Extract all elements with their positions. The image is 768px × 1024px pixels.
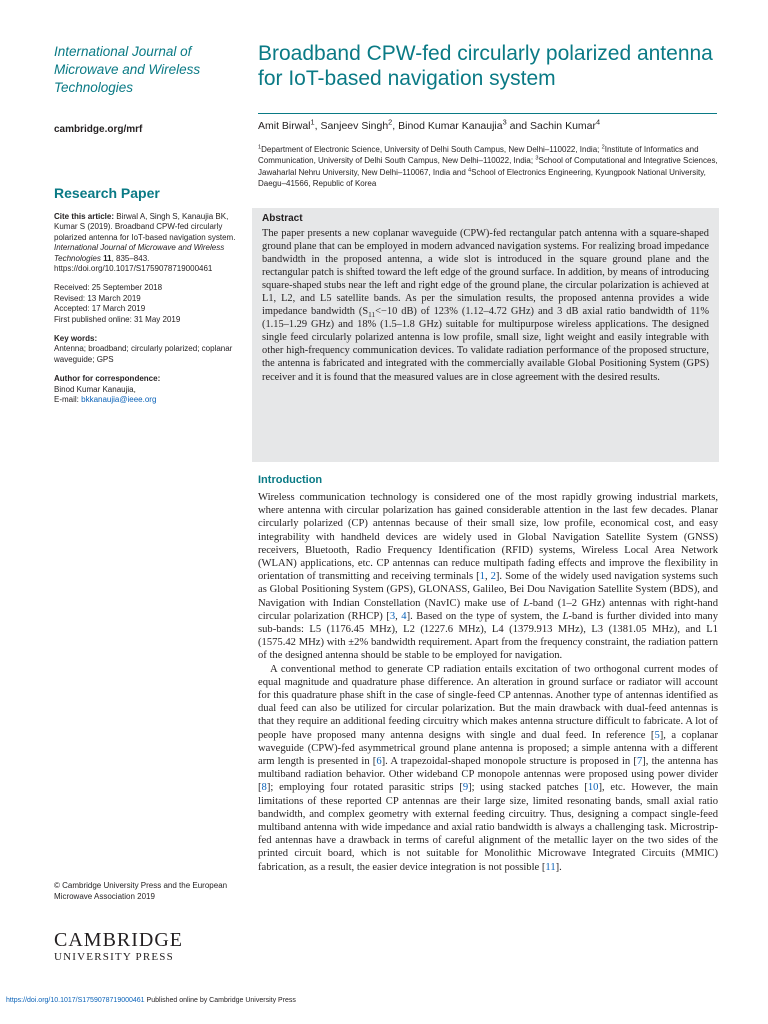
affiliation-text: Institute of Informatics and Communication, University of Delhi South Campus, New Delhi–110022, India; xyxy=(258,145,699,166)
affiliation-text: School of Computational and Integrative Sciences, Jawaharlal Nehru University, New Delhi–110067, India and xyxy=(258,156,718,177)
paragraph: Wireless communication technology is considered one of the most rapidly growing industrial markets, where antenna with circular polarization has gained considerable attention in the last few decades. Planar circularly polarized (CP) antennas because of their small size, low profile, economical cost, and easy integrability with handheld devices are widely used in Global Navigation Satellite System (GNSS) receivers, Bluetooth, Radio Frequency Identification (RFID) systems, Wireless Local Area Network (WLAN) applications, etc. CP antennas can reduce multipath fading effects and improve the flexibility in orientation of transmitting and receiving terminals [1, 2]. Some of the widely used navigation systems such as Global Positioning System (GPS), GLONASS, Galileo, Bei Dou Navigation Satellite System (BDS), and Navigation with Indian Constellation (NavIC) make use of L-band (1–2 GHz) antennas with right-hand circular polarization (RHCP) [3, 4]. Based on the type of system, the L-band is further divided into many sub-bands: L5 (1176.45 MHz), L2 (1227.6 MHz), L4 (1379.913 MHz), L3 (1381.05 MHz), and L1 (1575.42 MHz) with ±2% bandwidth requirement. Apart from the frequency constraint, the radiation pattern of the designed antenna should be stable to be employed for navigation. xyxy=(258,492,719,662)
keywords xyxy=(54,334,236,365)
correspondence-name: Binod Kumar Kanaujia, xyxy=(54,384,136,394)
doi-link[interactable]: https://doi.org/10.1017/S1759078719000461 xyxy=(6,997,145,1004)
received-date: Received: 25 September 2018 xyxy=(54,283,163,293)
author-separator: , xyxy=(314,120,321,132)
abstract-box xyxy=(252,208,719,462)
text-run: ]. Some of the widely used navigation systems such as Global Positioning System (GPS), GLONASS, Galileo, Bei Dou Navigation Satellite System (BDS), and Navigation with Indian Constellation (NavIC) make use of xyxy=(258,571,719,609)
italic-text: L xyxy=(523,597,530,609)
italic-text: L xyxy=(562,610,569,622)
affiliation-mark: 2 xyxy=(601,144,605,151)
author-affiliation-mark: 1 xyxy=(310,117,315,127)
introduction-body xyxy=(258,491,718,874)
reference-link[interactable]: 11 xyxy=(545,861,556,873)
reference-link[interactable]: 4 xyxy=(401,610,407,622)
text-run: Wireless communication technology is considered one of the most rapidly growing industrial markets, where antenna with circular polarization has gained considerable attention in the last few decades. Planar circularly polarized (CP) antennas because of their small size, low profile, economical cost, and easy integrability with handheld devices are widely used in Global Navigation Satellite System (GNSS) receivers, Bluetooth, Radio Frequency Identification (RFID) systems, Wireless Local Area Network (WLAN) applications, etc. CP antennas can reduce multipath fading effects and improve the flexibility in orientation of transmitting and receiving terminals [ xyxy=(258,492,718,583)
paragraph xyxy=(258,663,718,874)
abstract-part: The paper presents a new coplanar waveguide (CPW)-fed rectangular patch antenna with a square-shaped ground plane that can be employed in modern advanced navigation systems. For realizing broad impedance bandwidth in the proposed antenna, a wide slot is introduced in the square ground plane and the rectangular patch is shifted toward the left edge of the ground surface. In addition, by means of introducing square-shaped stubs near the left and right edge of the ground plane, the circular polarization is achieved at L1, L2, and L5 satellite bands. As per the simulation results, the proposed antenna provides a wide impedance bandwidth (S xyxy=(262,228,709,318)
affiliation-mark: 3 xyxy=(535,155,539,162)
text-run: ]; employing four rotated parasitic strips [ xyxy=(266,782,463,794)
correspondence-label: Author for correspondence: xyxy=(54,374,161,384)
paper-title: Broadband CPW-fed circularly polarized antenna for IoT-based navigation system xyxy=(258,42,713,90)
abstract-heading: Abstract xyxy=(262,213,303,224)
author-separator: , xyxy=(392,120,399,132)
copyright-notice: © Cambridge University Press and the European Microwave Association 2019 xyxy=(54,881,228,901)
first-published-date: First published online: 31 May 2019 xyxy=(54,314,181,324)
text-run: A conventional method to generate CP radiation entails excitation of two orthogonal current modes of equal magnitude and quadrature phase difference. An alteration in ground surface or radiator will account for this quadrature phase shift in the case of single-feed CP antennas. Another type of antennas identified as dual feed can also be utilized for circular polarization. But the main drawback with dual-feed antennas is that they require an additional feeding circuitry which makes antenna structure difficult to fabricate. A lot of people have proposed many antenna designs with single and dual feed. In reference [ xyxy=(258,663,718,741)
author-name: Binod Kumar Kanaujia xyxy=(398,120,503,132)
journal-name: International Journal of Microwave and Wireless Technologies xyxy=(54,44,201,95)
text-run: ], etc. However, the main limitations of these reported CP antennas are their large size, limited resonating bands, small axial ratio bandwidth, and complex geometry with external feeding circuitry. Thus, designing a compact single-feed multiband antenna with wide impedance and axial ratio bandwidth is always a challenging task. Microstrip-fed antennas have a drawback in terms of careful alignment of the metallic layer on the two sides of the printed circuit board, which is not suitable for Monolithic Microwave Integrated Circuits (MMIC) fabrication, as a result, the easier device integration is not possible [ xyxy=(258,782,718,873)
text-run: ], the antenna has multiband radiation behavior. Other wideband CP monopole antennas were proposed using power divider [ xyxy=(258,756,718,794)
author-list xyxy=(258,119,718,133)
abstract-part: <−10 dB) of 123% (1.12–4.72 GHz) and 3 dB axial ratio bandwidth of 11% (1.15–1.29 GHz) and 18% (1.5–1.8 GHz) suitable for multipurpose wireless applications. The designed single feed circularly polarized antenna is low profile, small size, light weight and easily integrable with other high-frequency communication devices. To validate radiation performance of the proposed structure, the antenna is fabricated and integrated with the commercially available Global Positioning System (GPS) receiver and it is found that the measured values are in close agreement with the desired results. xyxy=(262,306,709,383)
reference-link[interactable]: 2 xyxy=(490,571,496,583)
revised-date: Revised: 13 March 2019 xyxy=(54,293,141,303)
author-name: Amit Birwal xyxy=(258,120,311,132)
cite-text: Birwal A, Singh S, Kanaujia BK, Kumar S (2019). Broadband CPW-fed circularly polarized antenna for IoT-based navigation system. xyxy=(54,212,236,242)
author-name: Sachin Kumar xyxy=(530,120,596,132)
affiliation-text: Department of Electronic Science, University of Delhi South Campus, New Delhi–110022, India; xyxy=(261,145,602,154)
author-affiliation-mark: 4 xyxy=(596,117,601,127)
affiliation-mark: 4 xyxy=(468,167,472,174)
text-run: ]. A trapezoidal-shaped monopole structure is proposed in [ xyxy=(381,756,637,768)
email-label: E-mail: xyxy=(54,395,82,405)
text-run: ]. xyxy=(555,861,562,873)
author-name: Sanjeev Singh xyxy=(320,120,389,132)
footer-text: Published online by Cambridge University Press xyxy=(144,997,296,1004)
text-run: -band (1–2 GHz) antennas with right-hand circular polarization (RHCP) [ xyxy=(258,597,718,622)
accepted-date: Accepted: 17 March 2019 xyxy=(54,304,146,314)
introduction-heading: Introduction xyxy=(258,474,323,486)
title-divider xyxy=(258,113,717,114)
correspondence xyxy=(54,374,236,405)
author-affiliation-mark: 3 xyxy=(502,117,507,127)
reference-link[interactable]: 10 xyxy=(587,782,599,794)
page-footer xyxy=(6,997,296,1004)
reference-link[interactable]: 6 xyxy=(376,756,382,768)
journal-site-link[interactable]: cambridge.org/mrf xyxy=(54,124,143,135)
article-metadata xyxy=(54,212,236,415)
affiliations xyxy=(258,144,718,190)
cite-journal: International Journal of Microwave and Wireless Technologies xyxy=(54,243,225,263)
logo-line-1: CAMBRIDGE xyxy=(54,929,184,951)
text-run: ]. Based on the type of system, the xyxy=(406,610,563,622)
author-separator: and xyxy=(506,120,531,132)
keywords-list: Antenna; broadband; circularly polarized; coplanar waveguide; GPS xyxy=(54,344,233,364)
article-history xyxy=(54,283,236,325)
cite-volume: 11 xyxy=(103,253,112,263)
reference-link[interactable]: 9 xyxy=(462,782,469,794)
cite-pages-doi: , 835–843. https://doi.org/10.1017/S1759078719000461 xyxy=(54,253,213,274)
logo-line-2: UNIVERSITY PRESS xyxy=(54,951,174,963)
keywords-label: Key words: xyxy=(54,334,98,344)
affiliation-mark: 1 xyxy=(258,144,262,151)
citation xyxy=(54,212,236,274)
abstract-subscript: 11 xyxy=(368,311,376,320)
text-run: ], a coplanar waveguide (CPW)-fed asymmetrical ground plane antenna is proposed; a simple antenna with a different arm length is presented in [ xyxy=(258,729,718,768)
cite-label: Cite this article: xyxy=(54,212,115,221)
reference-link[interactable]: 3 xyxy=(389,610,396,622)
cambridge-logo xyxy=(54,930,204,964)
email-link[interactable]: bkkanaujia@ieee.org xyxy=(81,395,157,405)
reference-link[interactable]: 8 xyxy=(261,782,267,794)
abstract-text xyxy=(262,227,709,384)
article-type: Research Paper xyxy=(54,185,160,201)
text-run: ]; using stacked patches [ xyxy=(468,782,588,794)
reference-link[interactable]: 1 xyxy=(479,571,485,583)
author-affiliation-mark: 2 xyxy=(388,117,393,127)
reference-link[interactable]: 7 xyxy=(636,756,643,768)
reference-link[interactable]: 5 xyxy=(654,729,660,741)
text-run: -band is further divided into many sub-bands: L5 (1176.45 MHz), L2 (1227.6 MHz), L4 (1379.913 MHz), L3 (1381.05 MHz), and L1 (1575.42 MHz) with ±2% bandwidth requirement. Apart from the frequency constraint, the radiation pattern of the designed antenna should be stable to be employed for navigation. xyxy=(258,610,718,662)
affiliation-text: School of Electronics Engineering, Kyungpook National University, Daegu–41566, Republic of Korea xyxy=(258,167,706,189)
